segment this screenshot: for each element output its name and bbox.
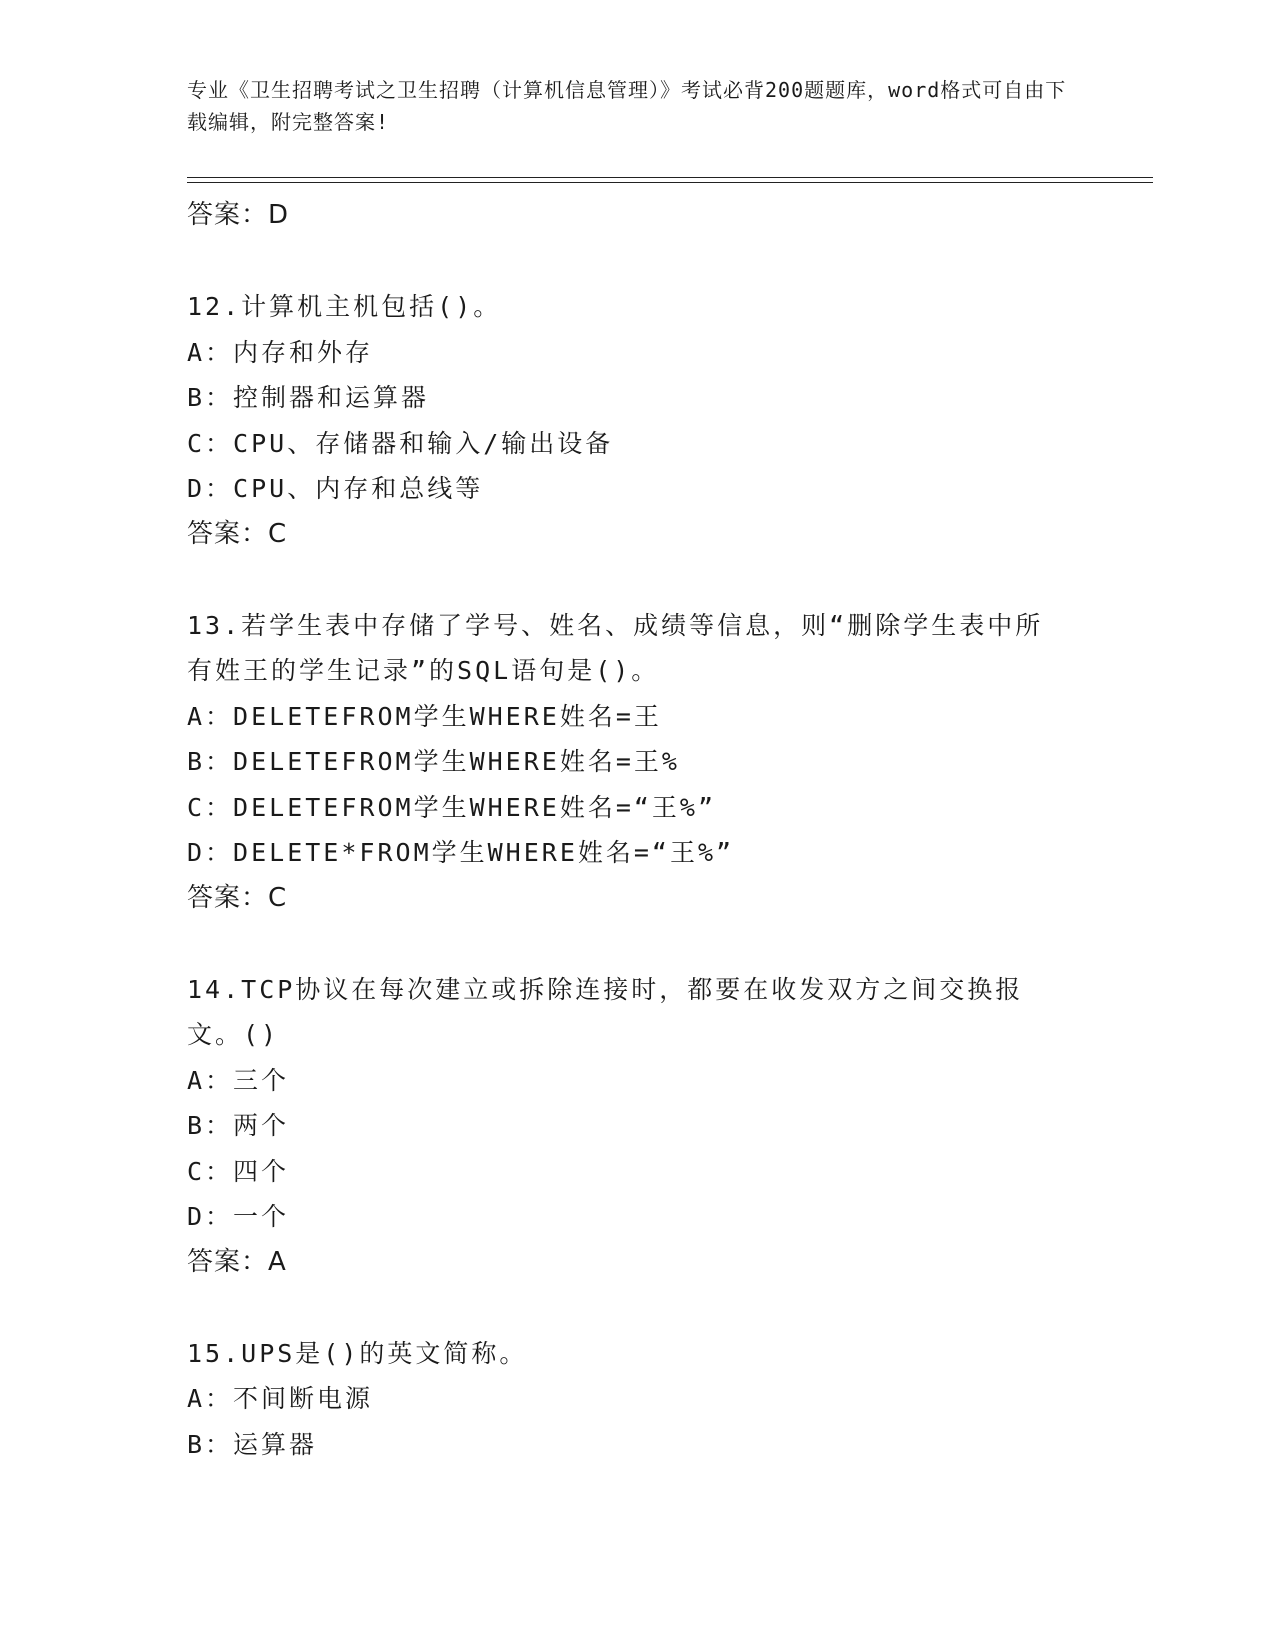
option-a: A：内存和外存 <box>187 337 374 367</box>
question-list <box>187 193 1087 1467</box>
spacer <box>187 239 1087 285</box>
option-b: B：控制器和运算器 <box>187 383 430 412</box>
header-rule-bottom <box>187 182 1153 183</box>
spacer <box>187 921 1087 967</box>
answer-line: 答案：C <box>187 518 288 549</box>
option-a: A：三个 <box>187 1065 290 1095</box>
option-d: D：DELETE*FROM学生WHERE姓名=“王%” <box>187 838 735 867</box>
spacer <box>187 557 1087 603</box>
option-d: D：CPU、内存和总线等 <box>187 474 484 503</box>
option-a: A：不间断电源 <box>187 1384 374 1413</box>
answer-line: 答案：A <box>187 1246 287 1277</box>
header-rule-top <box>187 177 1153 178</box>
spacer <box>187 1285 1087 1331</box>
option-b: B：运算器 <box>187 1429 318 1459</box>
question-stem: 12.计算机主机包括()。 <box>187 292 502 321</box>
option-a: A：DELETEFROM学生WHERE姓名=王 <box>187 701 662 731</box>
question-block <box>187 1331 1087 1468</box>
question-stem: 15.UPS是()的英文简称。 <box>187 1338 528 1368</box>
question-stem: 14.TCP协议在每次建立或拆除连接时，都要在收发双方之间交换报文。() <box>187 974 1024 1049</box>
option-c: C：四个 <box>187 1156 290 1186</box>
option-b: B：DELETEFROM学生WHERE姓名=王% <box>187 747 680 776</box>
question-block <box>187 284 1087 557</box>
option-c: C：DELETEFROM学生WHERE姓名=“王%” <box>187 792 717 822</box>
document-header: 专业《卫生招聘考试之卫生招聘（计算机信息管理）》考试必背200题题库，word格式可自由下载编辑，附完整答案! <box>187 78 1067 134</box>
option-d: D：一个 <box>187 1202 290 1231</box>
question-block <box>187 967 1087 1286</box>
question-stem: 13.若学生表中存储了学号、姓名、成绩等信息，则“删除学生表中所有姓王的学生记录”的SQL语句是()。 <box>187 610 1044 685</box>
answer-line: 答案：D <box>187 200 290 230</box>
answer-line: 答案：C <box>187 882 288 913</box>
question-block <box>187 603 1087 922</box>
option-c: C：CPU、存储器和输入/输出设备 <box>187 428 614 458</box>
option-b: B：两个 <box>187 1111 290 1140</box>
